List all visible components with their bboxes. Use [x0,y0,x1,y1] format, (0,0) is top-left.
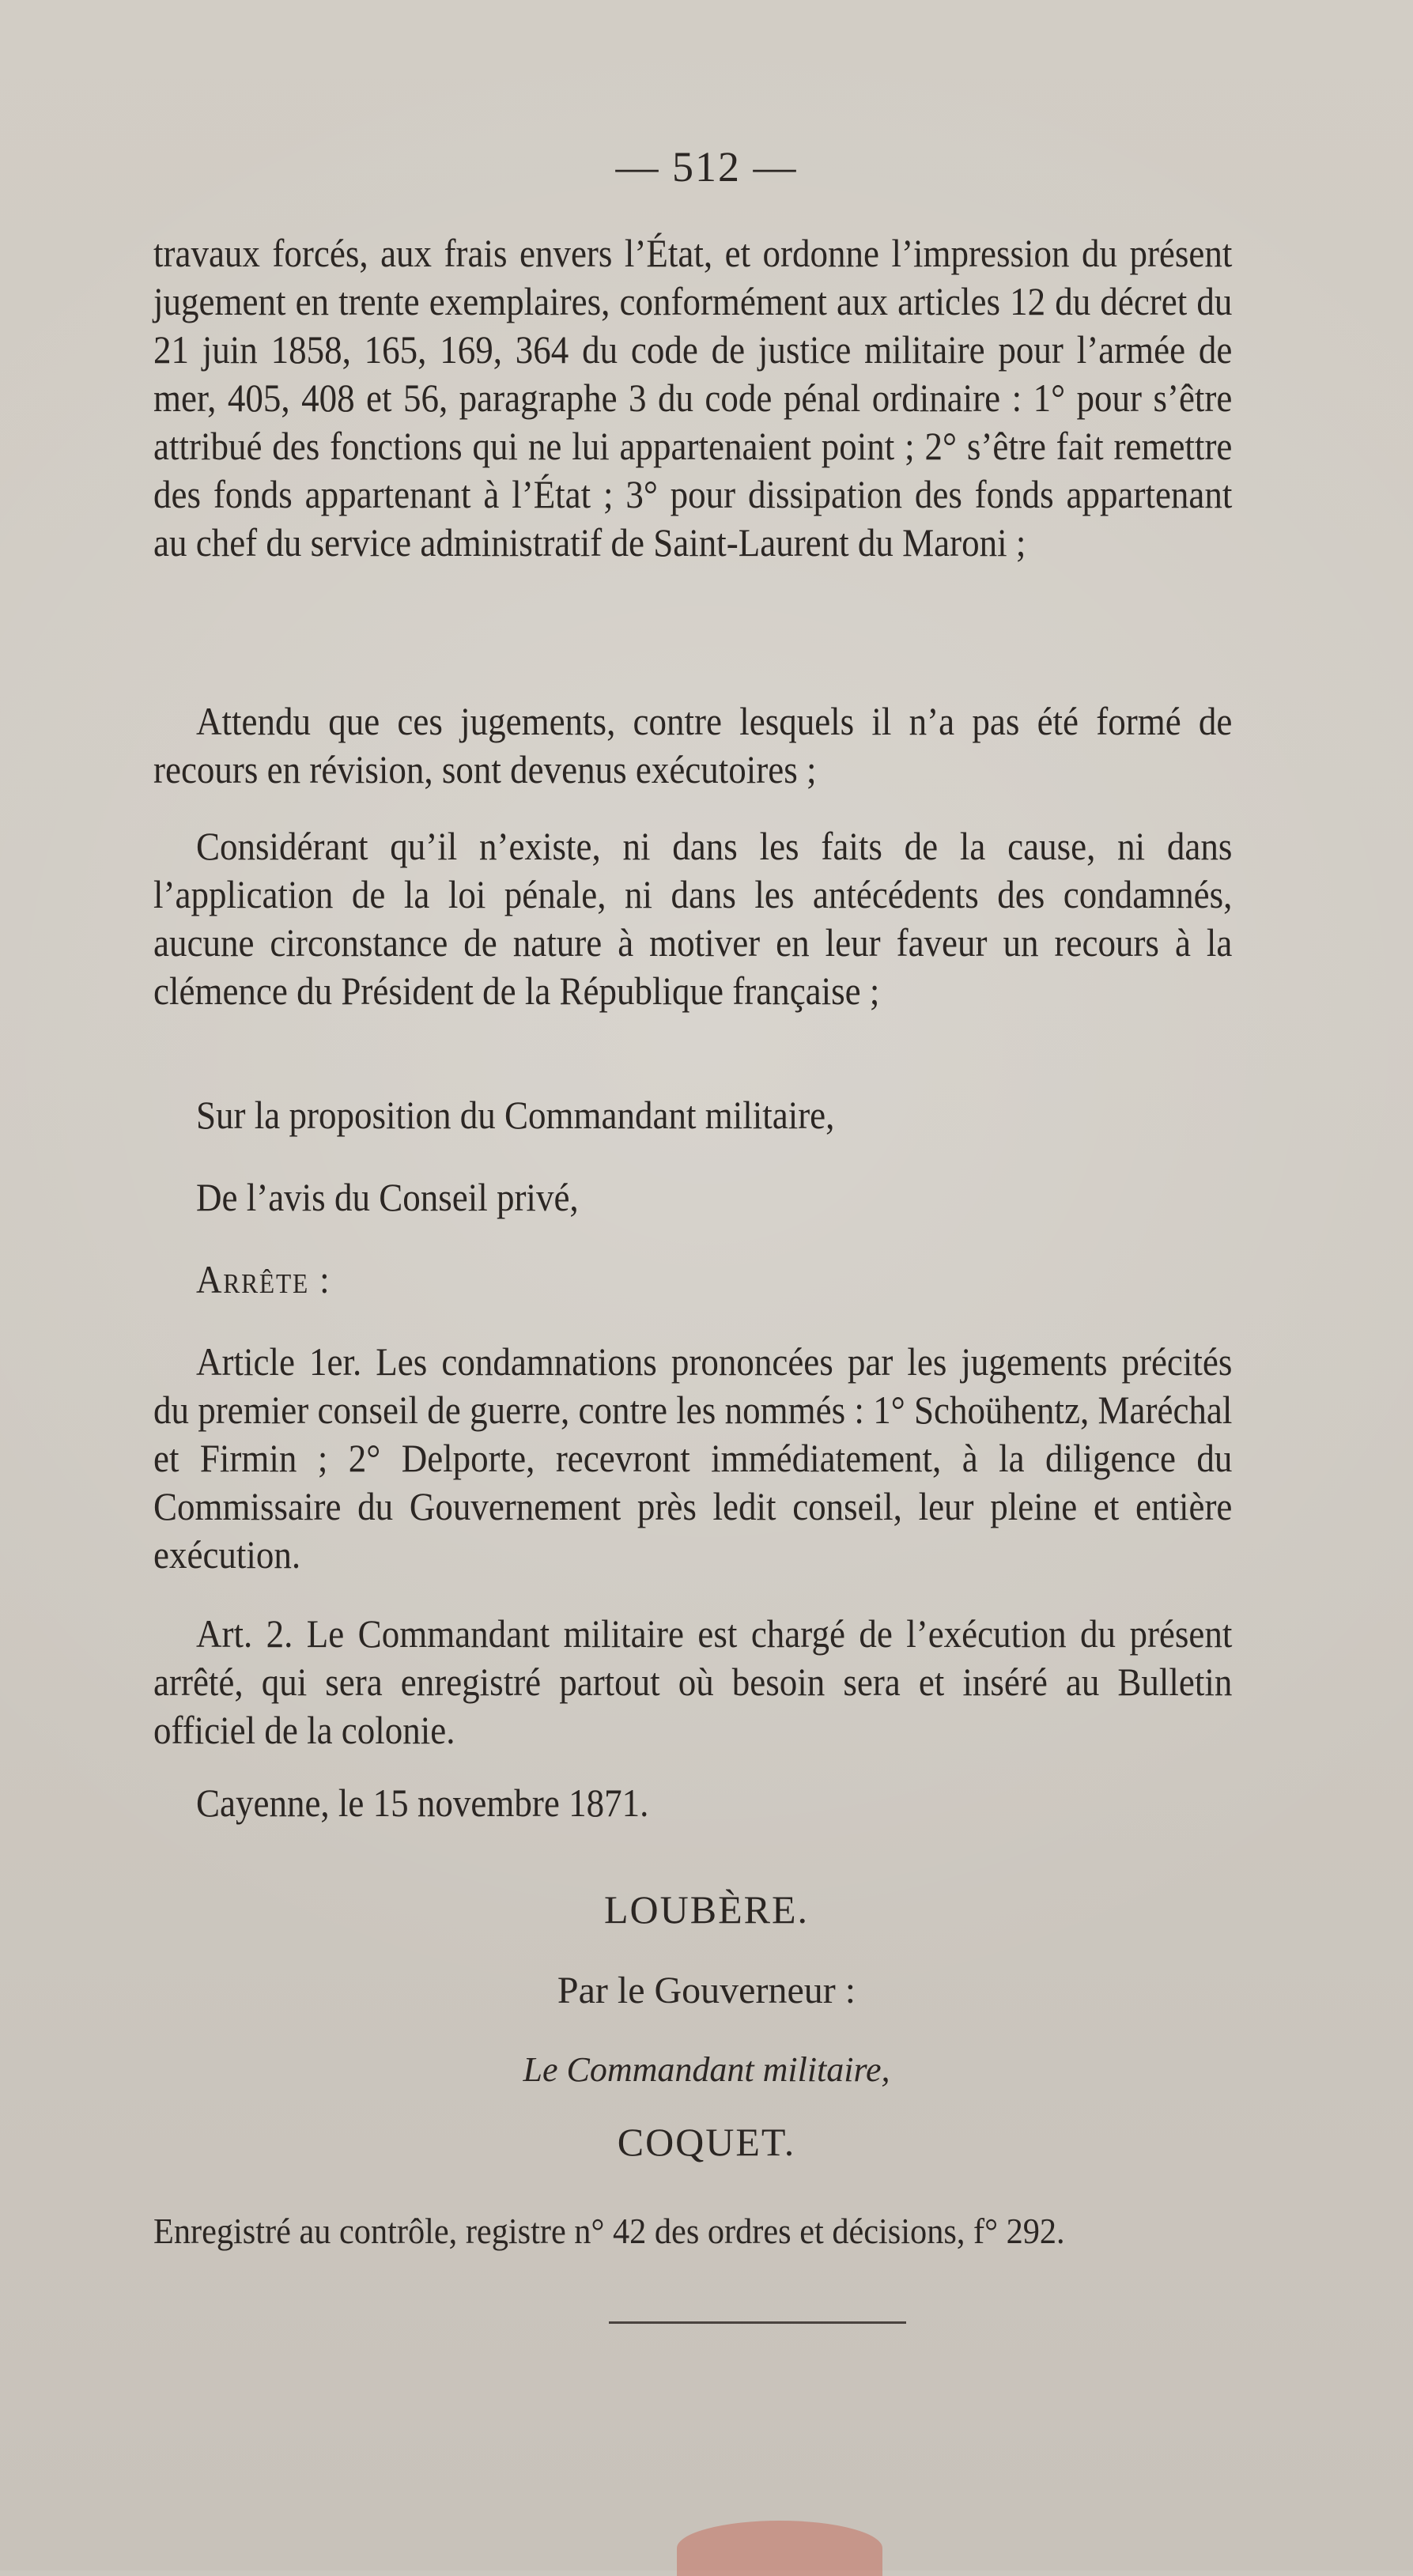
by-governor-line [0,1969,1413,2012]
place-date-block [153,1779,1232,1827]
commandant-signature [0,2119,1413,2165]
arrete-heading: Arrête : [196,1257,331,1301]
paragraph-1: travaux forcés, aux frais envers l’État, et ordonne l’impression du présent jugement en trente exemplaires, conformément aux articles 12 du décret du 21 juin 1858, 165, 169, 364 du code de justice militaire pour l’armée de mer, 405, 408 et 56, paragraphe 3 du code pénal ordinaire : 1° pour s’être attribué des fonctions qui ne lui appartenaient point ; 2° s’être fait remettre des fonds appartenant à l’État ; 3° pour dissipation des fonds appartenant au chef du service administratif de Saint-Laurent du Maroni ; [153,231,1233,565]
commandant-title-line [0,2049,1413,2090]
article-1-block [153,1338,1232,1579]
commandant-title: Le Commandant militaire, [523,2050,890,2089]
stamp-mark [677,2521,882,2576]
closing-rule [609,2321,906,2324]
paragraph-considerant: Considérant qu’il n’existe, ni dans les faits de la cause, ni dans l’application de la loi pénale, ni dans les antécédents des condamnés, aucune circonstance de nature à motiver en leur faveur un recours à la clémence du Président de la République française ; [153,824,1233,1013]
article-1: Article 1er. Les condamnations prononcées par les jugements précités du premier conseil de guerre, contre les nommés : 1° Schoühentz, Maréchal et Firmin ; 2° Delporte, recevront immédiatement, à la diligence du Commissaire du Gouvernement près ledit conseil, leur pleine et entière exécution. [153,1339,1233,1577]
article-2-block [153,1610,1232,1754]
arrete-heading-block [153,1256,1232,1304]
commandant-name: COQUET. [617,2120,796,2164]
paragraph-proposition: Sur la proposition du Commandant militaire, [196,1093,835,1137]
by-governor: Par le Gouverneur : [557,1970,856,2011]
paragraph-attendu-block [153,697,1232,794]
paragraph-proposition-block [153,1091,1232,1139]
article-2: Art. 2. Le Commandant militaire est chargé de l’exécution du présent arrêté, qui sera enregistré partout où besoin sera et inséré au Bulletin officiel de la colonie. [153,1611,1233,1752]
governor-signature [0,1887,1413,1932]
paragraph-avis-block [153,1173,1232,1222]
registration-note: Enregistré au contrôle, registre n° 42 des ordres et décisions, f° 292. [153,2211,1065,2251]
paragraph-attendu: Attendu que ces jugements, contre lesquels il n’a pas été formé de recours en révision, sont devenus exécutoires ; [153,699,1233,791]
paragraph-considerant-block [153,822,1232,1015]
governor-name: LOUBÈRE. [603,1887,810,1932]
paragraph-avis: De l’avis du Conseil privé, [196,1175,579,1219]
place-date: Cayenne, le 15 novembre 1871. [196,1781,649,1825]
page-number: — 512 — [615,143,798,191]
paragraph-continuation [153,229,1232,567]
